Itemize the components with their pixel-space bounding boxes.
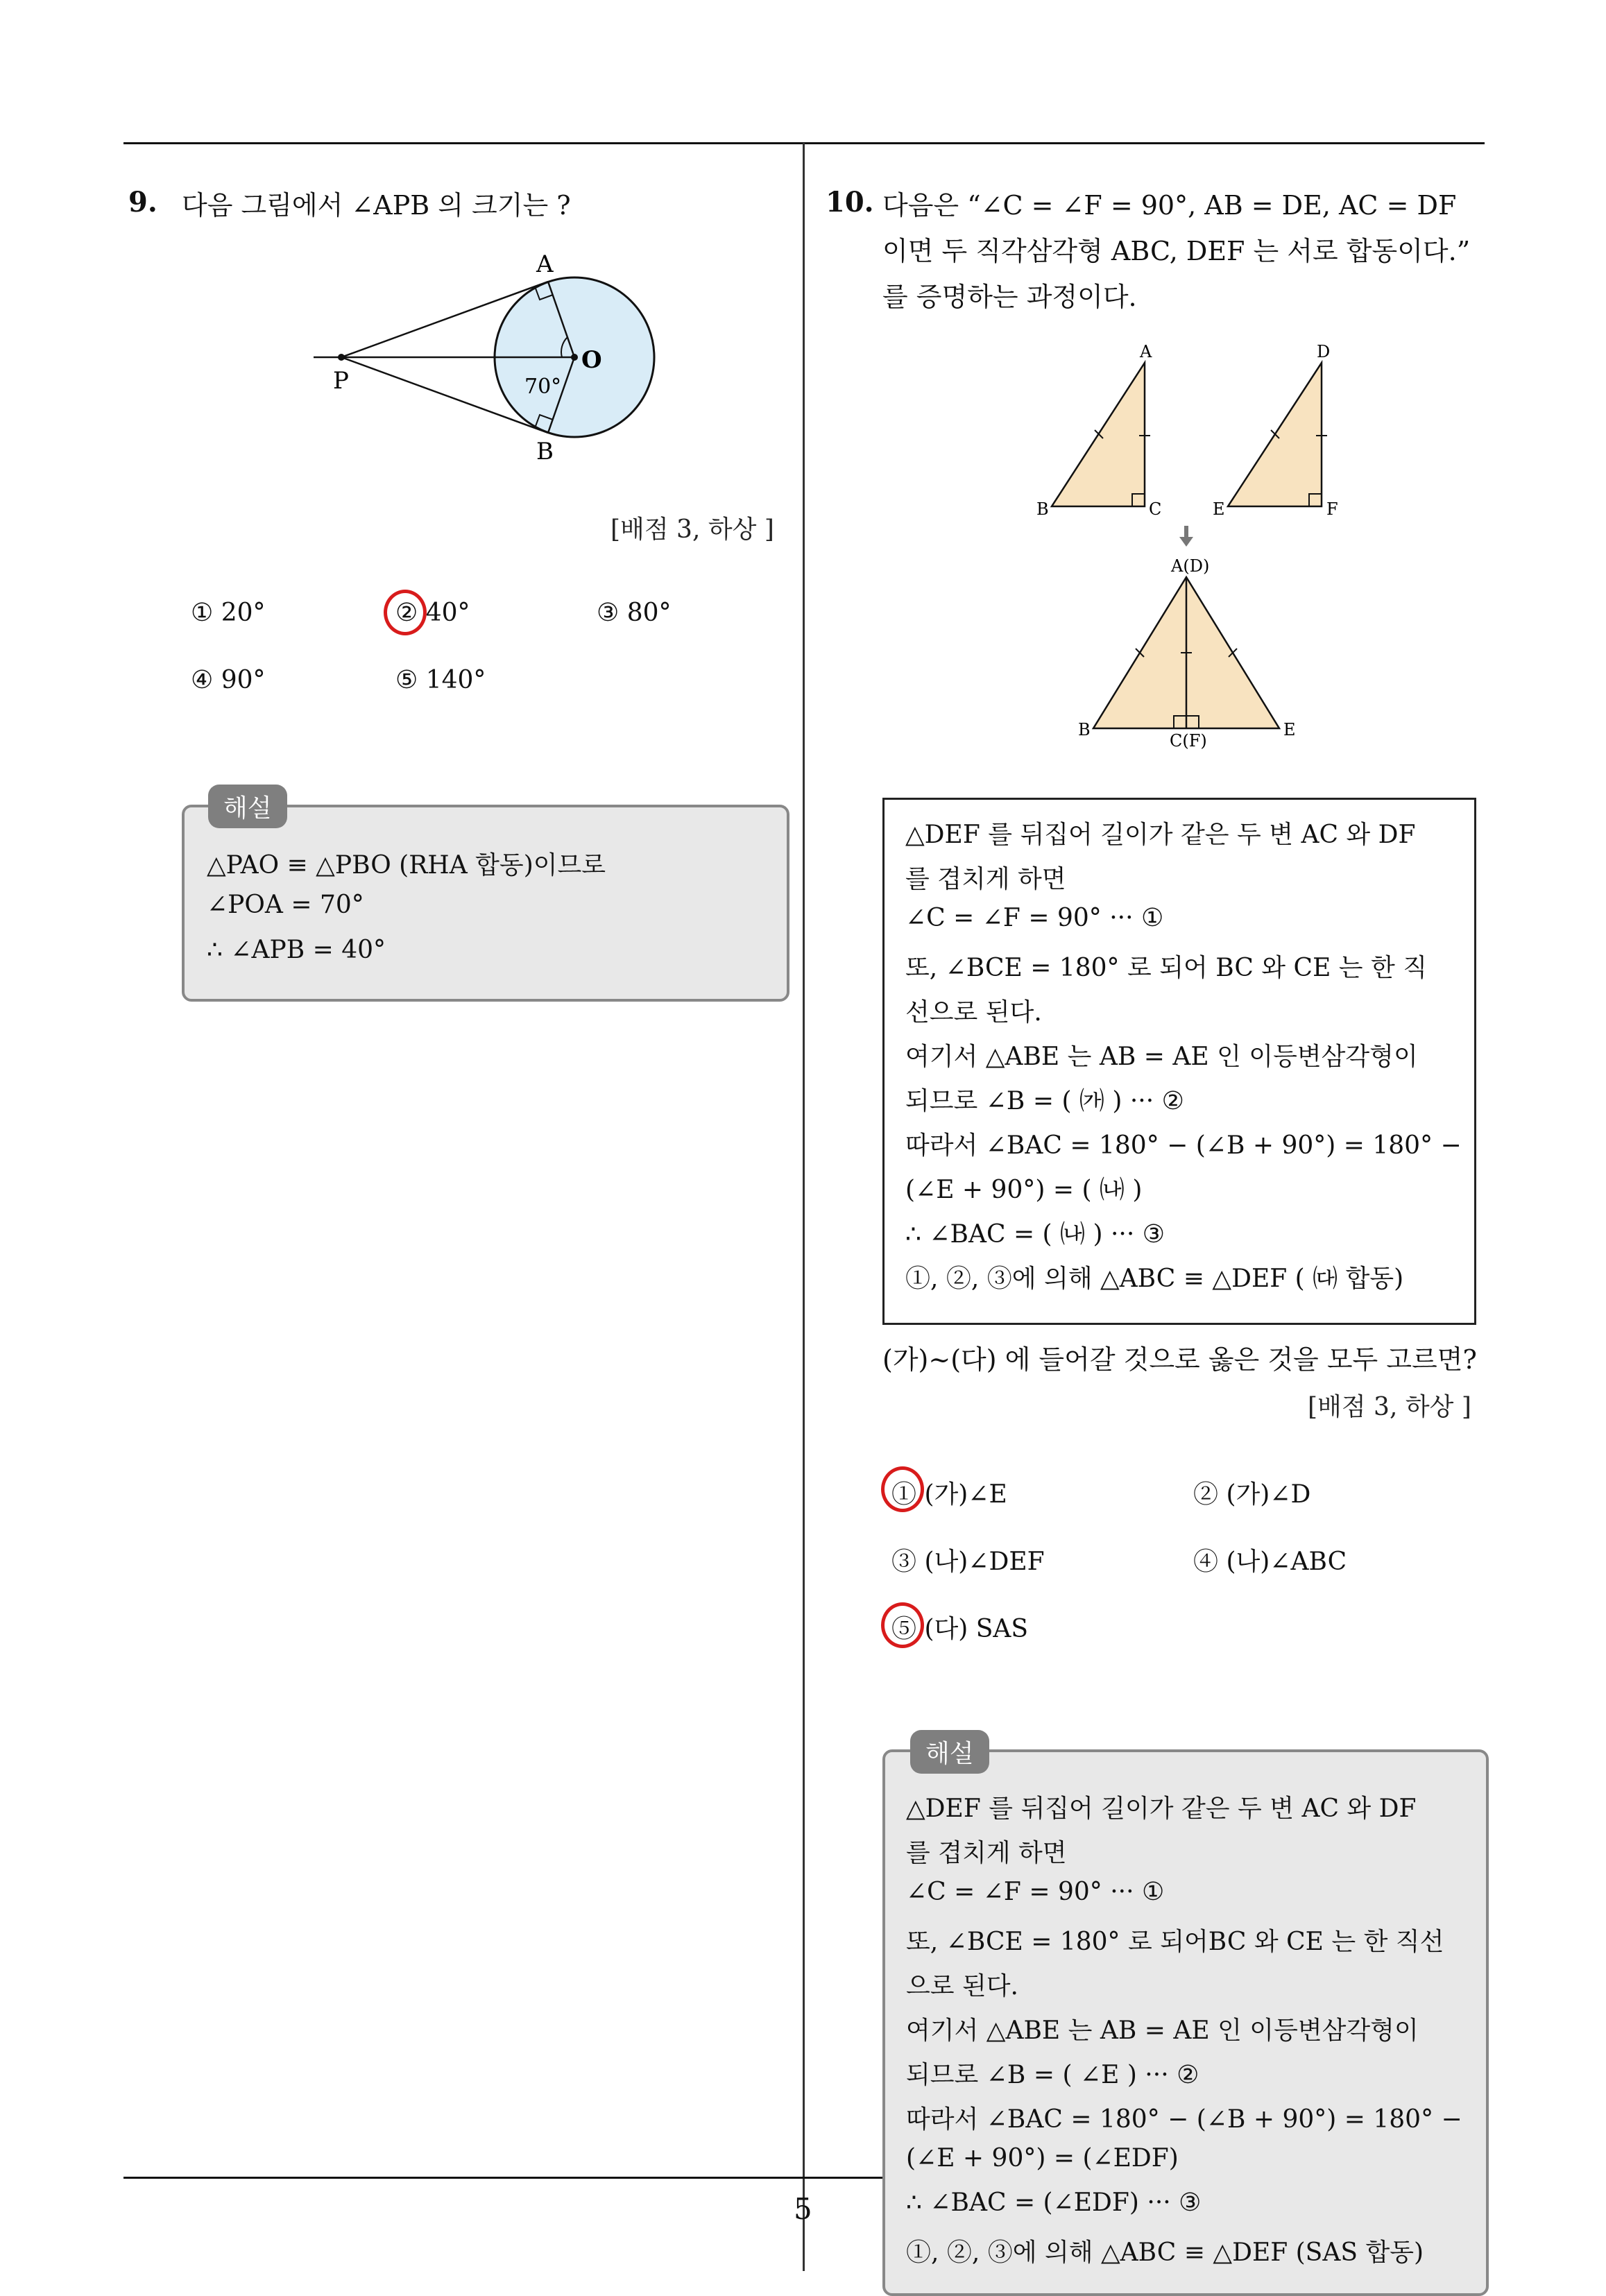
q10-expl-line-4: 또, ∠BCE = 180° 로 되어BC 와 CE 는 한 직선 bbox=[906, 1928, 1444, 1956]
q10-explanation-box bbox=[882, 1749, 1489, 2296]
q9-expl-line-2: ∠POA = 70° bbox=[207, 891, 364, 919]
q9-choice-4[interactable]: ④ 90° bbox=[191, 666, 266, 694]
q10-answer-mark-5 bbox=[881, 1602, 924, 1648]
proof-line-10: ∴ ∠BAC = ( ㈏ ) ··· ③ bbox=[905, 1220, 1165, 1249]
label-d: D bbox=[1317, 342, 1331, 361]
q9-choice-1[interactable]: ① 20° bbox=[191, 599, 266, 627]
q9-choice-5[interactable]: ⑤ 140° bbox=[395, 666, 486, 694]
q10-answer-mark-1 bbox=[881, 1466, 924, 1512]
label-b: B bbox=[536, 438, 554, 465]
q10-expl-line-11: ①, ②, ③에 의해 △ABC ≡ △DEF (SAS 합동) bbox=[906, 2238, 1424, 2267]
proof-line-5: 선으로 된다. bbox=[905, 998, 1042, 1027]
label-a: A bbox=[536, 250, 554, 278]
q10-expl-line-3: ∠C = ∠F = 90° ··· ① bbox=[906, 1878, 1165, 1906]
q9-explanation-tag: 해설 bbox=[208, 785, 287, 828]
q9-points: [배점 3, 하상 ] bbox=[610, 515, 774, 544]
label-p: P bbox=[333, 367, 349, 395]
q9-circle-figure bbox=[305, 250, 680, 465]
label-f: F bbox=[1326, 499, 1338, 519]
q10-explanation-tag: 해설 bbox=[910, 1730, 989, 1774]
q10-expl-line-10: ∴ ∠BAC = (∠EDF) ··· ③ bbox=[906, 2188, 1202, 2217]
q10-expl-line-8: 따라서 ∠BAC = 180° − (∠B + 90°) = 180° − bbox=[906, 2105, 1462, 2134]
q10-choice-3[interactable]: ③ (나)∠DEF bbox=[891, 1548, 1045, 1576]
label-b2: B bbox=[1078, 720, 1091, 739]
label-ad: A(D) bbox=[1171, 556, 1210, 576]
q10-points: [배점 3, 하상 ] bbox=[1308, 1393, 1471, 1421]
q10-expl-line-1: △DEF 를 뒤집어 길이가 같은 두 변 AC 와 DF bbox=[906, 1794, 1417, 1823]
q10-expl-line-7: 되므로 ∠B = ( ∠E ) ··· ② bbox=[906, 2061, 1199, 2089]
label-a: A bbox=[1140, 342, 1152, 361]
point-o bbox=[571, 354, 578, 361]
q9-answer-mark bbox=[384, 590, 427, 635]
q10-expl-line-2: 를 겹치게 하면 bbox=[906, 1839, 1067, 1867]
q10-text-line-1: 다음은 “∠C = ∠F = 90°, AB = DE, AC = DF bbox=[882, 190, 1457, 221]
q9-choice-3[interactable]: ③ 80° bbox=[597, 599, 672, 627]
page-number: 5 bbox=[794, 2192, 812, 2226]
proof-line-11: ①, ②, ③에 의해 △ABC ≡ △DEF ( ㈐ 합동) bbox=[905, 1265, 1404, 1293]
proof-line-8: 따라서 ∠BAC = 180° − (∠B + 90°) = 180° − bbox=[905, 1131, 1462, 1160]
q10-expl-line-5: 으로 된다. bbox=[906, 1972, 1018, 2001]
q9-choice-2[interactable]: ② 40° bbox=[395, 599, 470, 627]
q10-triangle-figure bbox=[1027, 333, 1346, 756]
q10-proof-box bbox=[882, 798, 1476, 1325]
label-angle-70: 70° bbox=[524, 375, 562, 399]
proof-line-4: 또, ∠BCE = 180° 로 되어 BC 와 CE 는 한 직 bbox=[905, 954, 1428, 982]
label-o: O bbox=[581, 346, 602, 374]
proof-line-6: 여기서 △ABE 는 AB = AE 인 이등변삼각형이 bbox=[905, 1043, 1418, 1071]
q10-text-line-2: 이면 두 직각삼각형 ABC, DEF 는 서로 합동이다.” bbox=[882, 236, 1471, 266]
q9-explanation-box bbox=[182, 805, 789, 1002]
q10-expl-line-6: 여기서 △ABE 는 AB = AE 인 이등변삼각형이 bbox=[906, 2016, 1419, 2045]
label-b: B bbox=[1036, 499, 1049, 519]
q10-question: (가)~(다) 에 들어갈 것으로 옳은 것을 모두 고르면? bbox=[882, 1344, 1477, 1375]
q9-expl-line-1: △PAO ≡ △PBO (RHA 합동)이므로 bbox=[207, 851, 606, 880]
q10-choice-2[interactable]: ② (가)∠D bbox=[1193, 1480, 1311, 1509]
label-c: C bbox=[1149, 499, 1162, 519]
label-e2: E bbox=[1283, 720, 1296, 739]
arrow-head bbox=[1179, 537, 1193, 547]
q9-text: 다음 그림에서 ∠APB 의 크기는 ? bbox=[182, 190, 571, 221]
q10-number: 10. bbox=[826, 186, 874, 219]
label-e: E bbox=[1213, 499, 1225, 519]
proof-line-7: 되므로 ∠B = ( ㈎ ) ··· ② bbox=[905, 1087, 1184, 1115]
column-divider bbox=[803, 143, 805, 2271]
q10-text-line-3: 를 증명하는 과정이다. bbox=[882, 282, 1137, 312]
label-cf: C(F) bbox=[1170, 731, 1207, 751]
triangle-abc bbox=[1052, 363, 1145, 506]
proof-line-9: (∠E + 90°) = ( ㈏ ) bbox=[905, 1176, 1143, 1204]
proof-line-3: ∠C = ∠F = 90° ··· ① bbox=[905, 904, 1164, 932]
q10-choice-5[interactable]: ⑤ (다) SAS bbox=[891, 1615, 1029, 1643]
q10-choice-1[interactable]: ① (가)∠E bbox=[891, 1480, 1007, 1509]
q9-expl-line-3: ∴ ∠APB = 40° bbox=[207, 936, 386, 964]
q10-expl-line-9: (∠E + 90°) = (∠EDF) bbox=[906, 2144, 1179, 2173]
proof-line-2: 를 겹치게 하면 bbox=[905, 865, 1066, 893]
proof-line-1: △DEF 를 뒤집어 길이가 같은 두 변 AC 와 DF bbox=[905, 821, 1416, 849]
point-p bbox=[338, 354, 345, 361]
q10-choice-4[interactable]: ④ (나)∠ABC bbox=[1193, 1548, 1347, 1576]
q9-number: 9. bbox=[128, 186, 157, 219]
